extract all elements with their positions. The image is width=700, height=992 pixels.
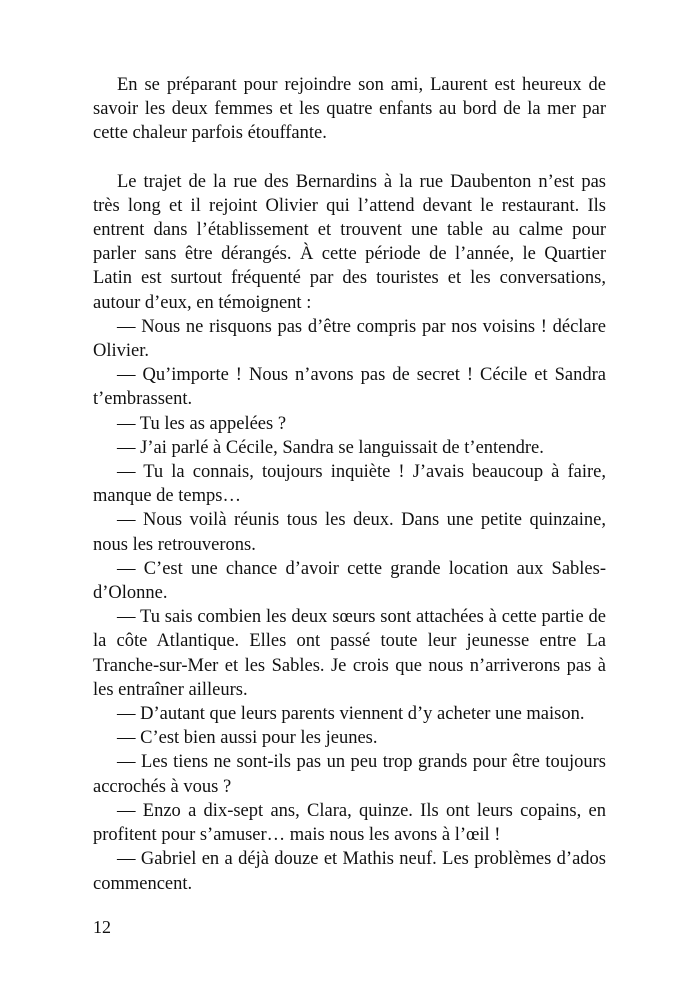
dialogue-line: — Enzo a dix-sept ans, Clara, quinze. Ils ont leurs copains, en profitent pour s’amuser… mais nous les avons à l’œil ! xyxy=(93,800,606,846)
dialogue-line: — J’ai parlé à Cécile, Sandra se languissait de t’entendre. xyxy=(117,437,544,458)
paragraph-intro: En se préparant pour rejoindre son ami, Laurent est heureux de savoir les deux femmes et les quatre enfants au bord de la mer par cette chaleur parfois étouffante. xyxy=(93,75,606,144)
page-number: 12 xyxy=(93,917,111,937)
dialogue-line: — Nous ne risquons pas d’être compris par nos voisins ! déclare Olivier. xyxy=(93,316,606,362)
dialogue-line: — Gabriel en a déjà douze et Mathis neuf. Les problèmes d’ados commencent. xyxy=(93,849,606,894)
dialogue-line: — C’est une chance d’avoir cette grande location aux Sables-d’Olonne. xyxy=(93,558,606,604)
dialogue-line: — Tu la connais, toujours inquiète ! J’avais beaucoup à faire, manque de temps… xyxy=(93,462,606,507)
dialogue-line: — Tu sais combien les deux sœurs sont attachées à cette partie de la côte Atlantique. Elles ont passé toute leur jeunesse entre La Tranche-sur-Mer et les Sables. Je crois que nous n’arriverons pas à les entraîner ailleurs. xyxy=(93,607,606,700)
dialogue-line: — C’est bien aussi pour les jeunes. xyxy=(117,728,378,749)
dialogue-line: — Qu’importe ! Nous n’avons pas de secret ! Cécile et Sandra t’embrassent. xyxy=(93,365,606,410)
dialogue-line: — Tu les as appelées ? xyxy=(117,413,287,434)
paragraph-narration: Le trajet de la rue des Bernardins à la rue Daubenton n’est pas très long et il rejoint Olivier qui l’attend devant le restaurant. Ils entrent dans l’établissement et trouvent une table au calme pour parler sans être dérangés. À cette période de l’année, le Quartier Latin est surtout fréquenté par des touristes et les conversations, autour d’eux, en témoignent : xyxy=(93,171,606,313)
dialogue-line: — Nous voilà réunis tous les deux. Dans une petite quinzaine, nous les retrouverons. xyxy=(93,510,606,555)
dialogue-line: — Les tiens ne sont-ils pas un peu trop grands pour être toujours accrochés à vous ? xyxy=(93,752,606,797)
dialogue-line: — D’autant que leurs parents viennent d’y acheter une maison. xyxy=(117,704,585,725)
book-page-text xyxy=(93,73,606,896)
